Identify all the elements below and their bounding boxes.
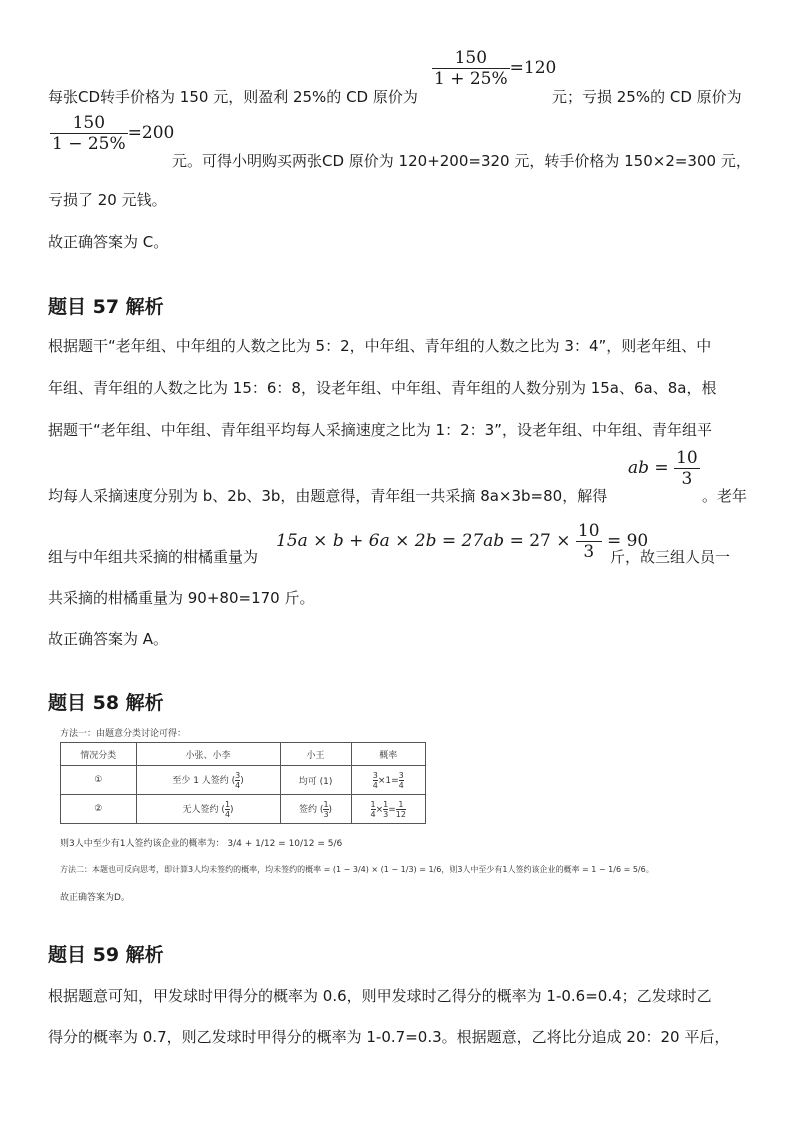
solution-figure [48,718,654,914]
cell-text: 至少 1 人签约 [172,775,229,786]
cell-value: 1 [323,776,329,787]
formula-mid: = 27 × [509,531,571,551]
table-header-row [61,743,426,766]
table-row [61,795,426,824]
table-header: 小张、小李 [136,743,280,766]
text-line: 根据题干“老年组、中年组的人数之比为 5：2，中年组、青年组的人数之比为 3：4”，则老年组、中 [48,337,712,355]
fraction-numerator: 10 [577,521,600,541]
case-table [60,742,426,824]
formula-lhs: ab = [628,458,669,478]
fraction-numerator: 10 [676,448,698,468]
table-header: 小王 [280,743,351,766]
fraction-denominator: 1 + 25% [434,69,508,89]
fraction-denominator: 4 [235,780,241,790]
table-row [61,766,426,795]
table-cell: 无人签约 ( $\frac{1}{4}$ ) [136,795,280,824]
figure-answer: 故正确答案为D。 [60,893,130,903]
fraction-denominator: 3 [323,809,329,819]
fraction-numerator: 3 [235,770,241,780]
fraction-denominator: 1 − 25% [52,134,126,154]
table-cell: 均可 (1) [280,766,351,795]
text-line: 亏损了 20 元钱。 [48,191,167,209]
answer-line: 故正确答案为 C。 [48,233,169,251]
text-line: 每张CD转手价格为 150 元，则盈利 25%的 CD 原价为 [48,88,418,106]
text-line: 元；亏损 25%的 CD 原价为 [552,88,742,106]
section-heading-59: 题目 59 解析 [48,944,164,966]
fraction-denominator: 3 [674,468,700,489]
table-cell: $\frac{1}{4}$ × $\frac{1}{3}$ = $\frac{1}{12}$ [351,795,425,824]
cell-text: 签约 [299,804,318,815]
table-header: 情况分类 [61,743,137,766]
table-header: 概率 [351,743,425,766]
text-line: 据题干“老年组、中年组、青年组平均每人采摘速度之比为 1：2：3”，设老年组、中年组、青年组平 [48,421,712,439]
fraction-numerator: 1 [323,799,329,809]
table-cell: ① [61,766,137,795]
text-line: 组与中年组共采摘的柑橘重量为 [48,548,259,566]
fraction-denominator: 3 [576,541,602,562]
formula-result: =200 [127,123,175,143]
formula-result: = 90 [606,531,649,551]
fraction-denominator: 4 [224,809,231,819]
answer-line: 故正确答案为 A。 [48,630,169,648]
table-cell: $\frac{3}{4}$ ×1= $\frac{3}{4}$ [351,766,425,795]
text-line: 元。可得小明购买两张CD 原价为 120+200=320 元，转手价格为 150×2=300 元， [172,152,751,170]
fraction-numerator: 150 [72,113,106,133]
formula-result: =120 [509,58,557,78]
formula-total-weight [276,521,648,562]
formula-lhs: 15a × b + 6a × 2b = 27ab [276,531,505,551]
cell-op: ×1= [377,775,399,786]
figure-result-expr: 3/4 + 1/12 = 10/12 = 5/6 [227,839,343,849]
formula-ab [628,448,700,489]
fraction-numerator: 1 [224,799,231,809]
table-cell: 签约 ( $\frac{1}{3}$ ) [280,795,351,824]
text-line: 根据题意可知，甲发球时甲得分的概率为 0.6，则甲发球时乙得分的概率为 1-0.6=0.4；乙发球时乙 [48,987,712,1005]
cell-text: 均可 [298,776,317,787]
table-cell: 至少 1 人签约 ( $\frac{3}{4}$ ) [136,766,280,795]
section-heading-57: 题目 57 解析 [48,296,164,318]
figure-method1: 方法一：由题意分类讨论可得： [60,729,187,739]
figure-result-text: 则3人中至少有1人签约该企业的概率为： [60,839,225,849]
fraction-numerator: 150 [454,48,488,68]
text-line: 得分的概率为 0.7，则乙发球时甲得分的概率为 1-0.7=0.3。根据题意，乙将比分追成 20：20 平后， [48,1028,730,1046]
text-line: 年组、青年组的人数之比为 15：6：8，设老年组、中年组、青年组的人数分别为 15a、6a、8a，根 [48,379,717,397]
text-line: 共采摘的柑橘重量为 90+80=170 斤。 [48,589,315,607]
cell-text: 无人签约 [182,804,219,815]
text-line: 。老年 [702,487,748,505]
figure-result [60,836,342,849]
text-line: 均每人采摘速度分别为 b、2b、3b，由题意得，青年组一共采摘 8a×3b=80，解得 [48,487,608,505]
formula-150-over-125 [432,48,556,89]
cell-op: × [375,804,384,815]
section-heading-58: 题目 58 解析 [48,692,164,714]
figure-method2: 方法二：本题也可反向思考，即计算3人均未签约的概率，均未签约的概率 = (1 − 3/4) × (1 − 1/3) = 1/6，则3人中至少有1人签约该企业的概率 = 1 − 1/6 = 5/6。 [60,865,654,874]
table-cell: ② [61,795,137,824]
formula-150-over-075 [50,113,174,154]
text-line: 斤，故三组人员一 [610,548,731,566]
